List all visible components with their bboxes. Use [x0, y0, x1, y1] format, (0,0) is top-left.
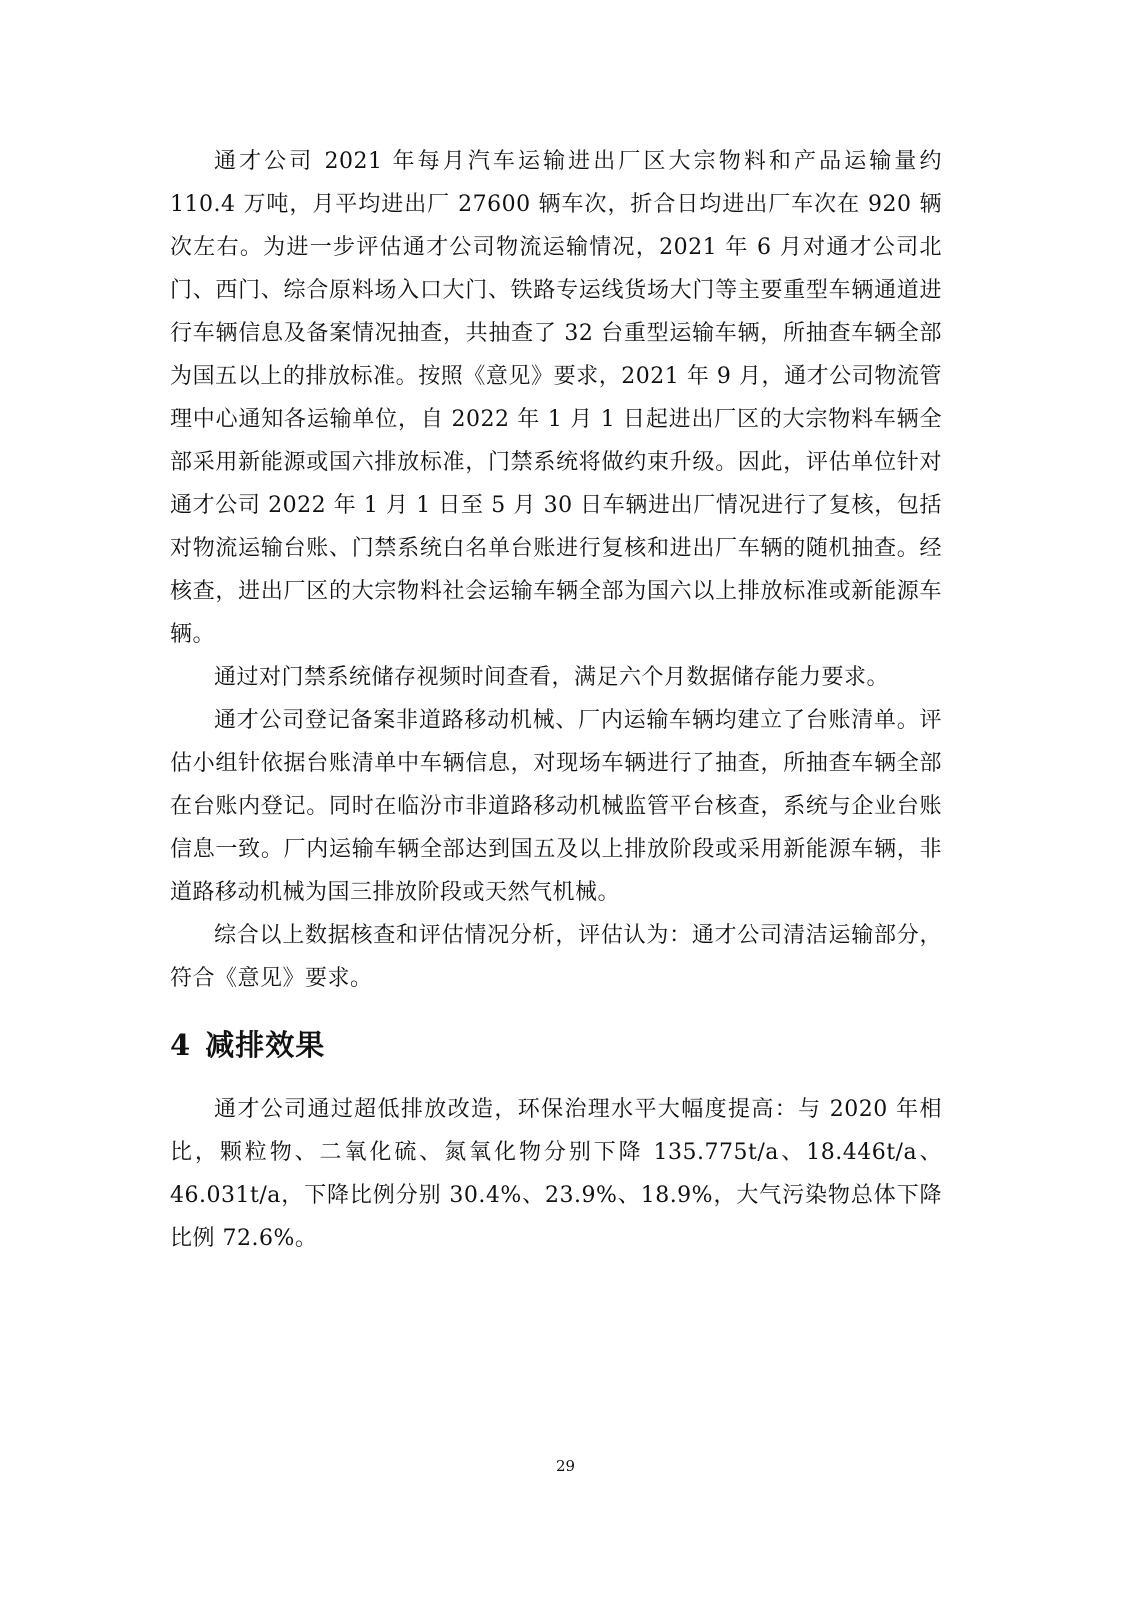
paragraph-video-storage: 通过对门禁系统储存视频时间查看，满足六个月数据储存能力要求。: [214, 665, 890, 690]
paragraph-machinery-ledger: 通才公司登记备案非道路移动机械、厂内运输车辆均建立了台账清单。评估小组针依据台账清单中车辆信息，对现场车辆进行了抽查，所抽查车辆全部在台账内登记。同时在临汾市非道路移动机械监管平台核查，系统与企业台账信息一致。厂内运输车辆全部达到国五及以上排放阶段或采用新能源车辆，非道路移动机械为国三排放阶段或天然气机械。: [170, 708, 942, 905]
paragraph-transport-overview: 通才公司 2021 年每月汽车运输进出厂区大宗物料和产品运输量约 110.4 万吨，月平均进出厂 27600 辆车次，折合日均进出厂车次在 920 辆次左右。为进一步评估通才公司物流运输情况，2021 年 6 月对通才公司北门、西门、综合原料场入口大门、铁路专运线货场大门等主要重型车辆通道进行车辆信息及备案情况抽查，共抽查了 32 台重型运输车辆，所抽查车辆全部为国五以上的排放标准。按照《意见》要求，2021 年 9 月，通才公司物流管理中心通知各运输单位，自 2022 年 1 月 1 日起进出厂区的大宗物料车辆全部采用新能源或国六排放标准，门禁系统将做约束升级。因此，评估单位针对通才公司 2022 年 1 月 1 日至 5 月 30 日车辆进出厂情况进行了复核，包括对物流运输台账、门禁系统白名单台账进行复核和进出厂车辆的随机抽查。经核查，进出厂区的大宗物料社会运输车辆全部为国六以上排放标准或新能源车辆。: [170, 149, 942, 647]
section-title: 减排效果: [205, 1028, 326, 1062]
section-number: 4: [170, 1028, 192, 1062]
page-content: [170, 140, 942, 1260]
page-number: 29: [555, 1457, 576, 1475]
section-heading: [170, 1022, 942, 1068]
paragraph-emission-reduction: 通才公司通过超低排放改造，环保治理水平大幅度提高：与 2020 年相比，颗粒物、二氧化硫、氮氧化物分别下降 135.775t/a、18.446t/a、46.031t/a，下降比例分别 30.4%、23.9%、18.9%，大气污染物总体下降比例 72.6%。: [170, 1097, 942, 1251]
paragraph-transport-conclusion: 综合以上数据核查和评估情况分析，评估认为：通才公司清洁运输部分，符合《意见》要求。: [170, 923, 942, 991]
